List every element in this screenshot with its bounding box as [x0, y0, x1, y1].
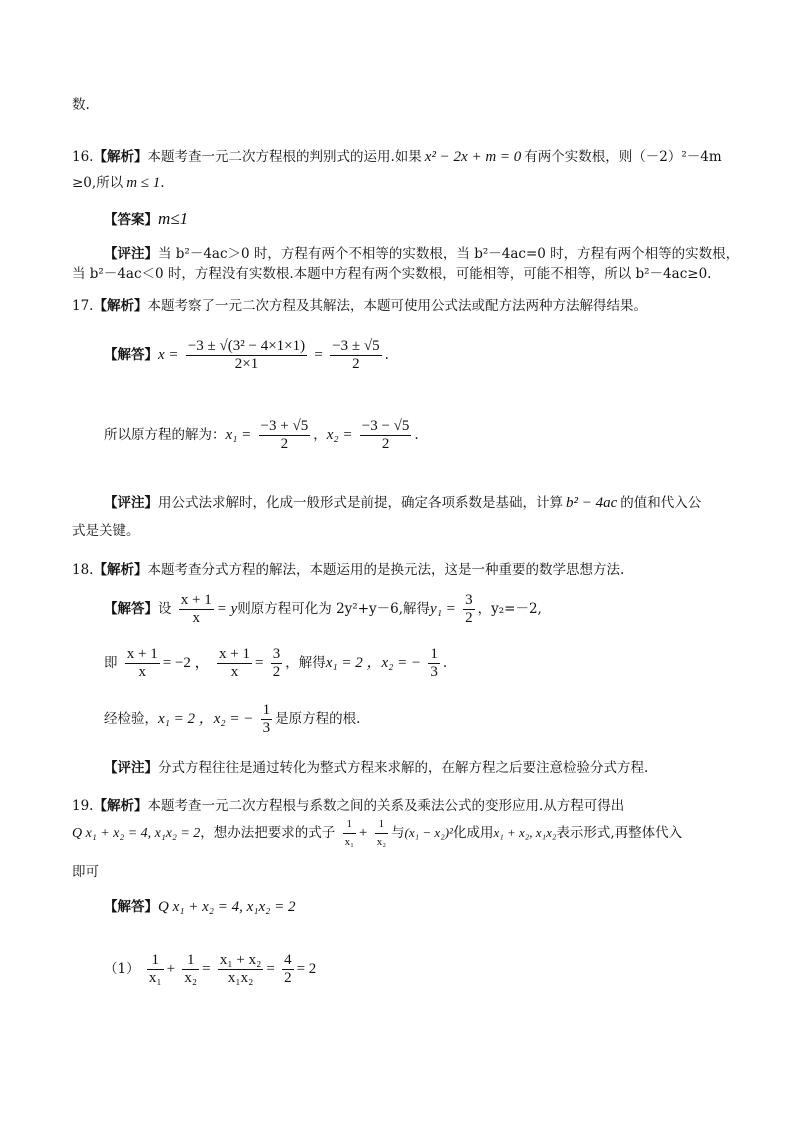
solution-19-given	[104, 898, 295, 916]
problem-16-line-2: ≥0,所以 m ≤ 1.	[72, 175, 165, 191]
comment-17-line-2: 式是关键。	[72, 523, 140, 539]
solution-17-formula: 【解答】x = $\frac{\text{−3 ± √(3² − 4×1×1)}}{2\times 1}$ = $\frac{-3 \pm √5}{2}$ .	[104, 338, 389, 372]
math-text: x₂ = −	[381, 655, 422, 671]
fraction: $\frac{1}{\text{x₁}}$	[148, 952, 162, 986]
math-text: +	[166, 961, 176, 977]
text: 经检验，	[104, 711, 158, 727]
analysis-tag: 【解析】	[93, 798, 148, 814]
comment-tag: 【评注】	[104, 495, 158, 511]
math-text: =	[266, 961, 275, 977]
comment-text: 用公式法求解时，化成一般形式是前提，确定各项系数是基础，计算	[158, 495, 563, 511]
text: 则原方程可化为 2y²+y－6,解得	[237, 601, 431, 617]
fraction: $\frac{-3 + √5}{2}$	[260, 418, 309, 452]
solution-18-line-2: 即 $\frac{x + 1}{x}$ = −2 ， $\frac{x + 1}{x}$ = $\frac{3}{2}$ ，解得x₁ = 2 ，x₂ = − $\frac{1}{3}$ .	[104, 646, 448, 680]
math-text: = −2 ，	[162, 655, 210, 671]
comment-18	[104, 759, 648, 777]
analysis-text: 表示形式,再整体代入	[556, 825, 683, 841]
fraction: $\frac{1}{3}$	[262, 702, 271, 736]
fraction: $\frac{x + 1}{x}$	[180, 592, 212, 626]
analysis-tag: 【解析】	[93, 149, 148, 165]
fraction: $\frac{-3 - √5}{2}$	[361, 418, 410, 452]
fraction: $\frac{-3 \pm √5}{2}$	[332, 338, 380, 372]
comment-text: 的值和代入公	[620, 495, 702, 511]
analysis-text: ≥0,所以	[72, 175, 124, 191]
text-line: 数.	[72, 97, 90, 113]
analysis-text: 有两个实数根，则（－2）²－4m	[524, 149, 722, 165]
comment-16-line-2: 当 b²－4ac＜0 时，方程没有实数根.本题中方程有两个实数根，可能相等，可能不相等，所以 b²－4ac≥0.	[72, 266, 712, 282]
comment-17-line-1	[104, 494, 701, 512]
equation: x² − 2x + m = 0	[424, 149, 522, 165]
fraction: $\frac{x + 1}{x}$	[218, 646, 250, 680]
answer-value: m≤1	[158, 209, 189, 228]
math-text: Q x₁ + x₂ = 4, x₁x₂ = 2	[158, 899, 296, 915]
problem-16-line-1	[72, 148, 722, 166]
solution-tag: 【解答】	[104, 347, 158, 363]
solution-18-line-1	[104, 592, 542, 627]
fraction: $\frac{4}{2}$	[284, 952, 292, 986]
solution-tag: 【解答】	[104, 899, 158, 915]
math-text: x₂ = −	[213, 711, 254, 727]
solution-tag: 【解答】	[104, 601, 158, 617]
math-text: =	[202, 961, 211, 977]
fraction: $\frac{\text{−3 ± √(3² − 4×1×1)}}{2\times 1}$	[187, 338, 306, 372]
fraction: $\frac{1}{\text{x₂}}$	[184, 952, 198, 986]
math-text: = y	[216, 601, 238, 617]
math-text: = 2	[296, 961, 317, 977]
comment-text: 当 b²－4ac＞0 时，方程有两个不相等的实数根，当 b²－4ac=0 时，方程有两个相等的实数根，	[158, 246, 740, 262]
math-text: x =	[158, 347, 179, 363]
fraction: $\frac{1}{\text{x₂}}$	[376, 818, 387, 848]
math-text: x₁ = 2 ，	[325, 655, 382, 671]
math-text: x₂ =	[326, 427, 353, 443]
analysis-text: 本题考察了一元二次方程及其解法，本题可使用公式法或配方法两种方法解得结果。	[147, 298, 647, 314]
text: 设	[158, 601, 172, 617]
answer-16	[104, 210, 188, 229]
comment-16-line-1	[104, 245, 739, 263]
solution-19-part-1	[104, 952, 316, 987]
problem-18-line-1	[72, 561, 624, 579]
analysis-tag: 【解析】	[93, 298, 148, 314]
math-text: x₁ =	[225, 427, 252, 443]
math-text: x₁ = 2 ，	[158, 711, 214, 727]
solution-18-check	[104, 702, 360, 737]
text: 是原方程的根.	[275, 711, 361, 727]
comment-tag: 【评注】	[104, 246, 158, 262]
inline-answer: m ≤ 1	[126, 175, 161, 191]
fraction: $\frac{x + 1}{x}$	[126, 646, 158, 680]
fraction: $\frac{1}{\text{x₁}}$	[344, 818, 354, 848]
math-text: b² − 4ac	[566, 495, 618, 511]
problem-number: 17.	[72, 298, 94, 314]
fraction: $\frac{1}{3}$	[430, 646, 438, 680]
problem-19-line-2	[72, 816, 682, 851]
analysis-text: 本题考查一元二次方程根与系数之间的关系及乘法公式的变形应用.从方程可得出	[147, 798, 625, 814]
text: 所以原方程的解为：	[104, 427, 226, 443]
fraction: $\frac{\text{x₁ + x₂}}{\text{x₁x₂}}$	[219, 952, 262, 986]
analysis-text: 本题考查分式方程的解法，本题运用的是换元法，这是一种重要的数学思想方法.	[147, 562, 625, 578]
answer-tag: 【答案】	[104, 212, 158, 228]
analysis-tag: 【解析】	[93, 562, 148, 578]
fraction: $\frac{3}{2}$	[272, 646, 281, 680]
text: 即	[104, 655, 118, 671]
problem-19-line-1	[72, 797, 624, 815]
analysis-text: ，想办法把要求的式子	[200, 825, 336, 841]
math-text: y₁ =	[430, 601, 456, 617]
math-text: x₁ + x₂, x₁x₂	[493, 825, 557, 840]
comment-tag: 【评注】	[104, 760, 158, 776]
math-text: =	[254, 655, 264, 671]
solution-17-result: 所以原方程的解为：x₁ = $\frac{-3 + √5}{2}$ ，x₂ = $\frac{-3 - √5}{2}$ .	[104, 418, 419, 452]
math-text: (x₁ − x₂)²	[404, 825, 453, 840]
fraction: $\frac{3}{2}$	[465, 592, 473, 626]
problem-number: 19.	[72, 798, 94, 814]
analysis-text: 本题考查一元二次方程根的判别式的运用.如果	[147, 149, 422, 165]
problem-17-line-1	[72, 297, 647, 315]
text: ，y₂=－2,	[477, 601, 542, 617]
problem-number: 16.	[72, 149, 94, 165]
math-text: +	[358, 825, 368, 841]
problem-19-line-3: 即可	[72, 864, 99, 880]
analysis-text: 化成用	[452, 825, 494, 841]
text: ，解得	[285, 655, 326, 671]
math-text: Q x₁ + x₂ = 4, x₁x₂ = 2	[72, 826, 201, 841]
analysis-text: 与	[391, 825, 405, 841]
problem-number: 18.	[72, 562, 94, 578]
comment-text: 分式方程往往是通过转化为整式方程来求解的，在解方程之后要注意检验分式方程.	[158, 760, 649, 776]
item-number: （1）	[104, 961, 140, 977]
